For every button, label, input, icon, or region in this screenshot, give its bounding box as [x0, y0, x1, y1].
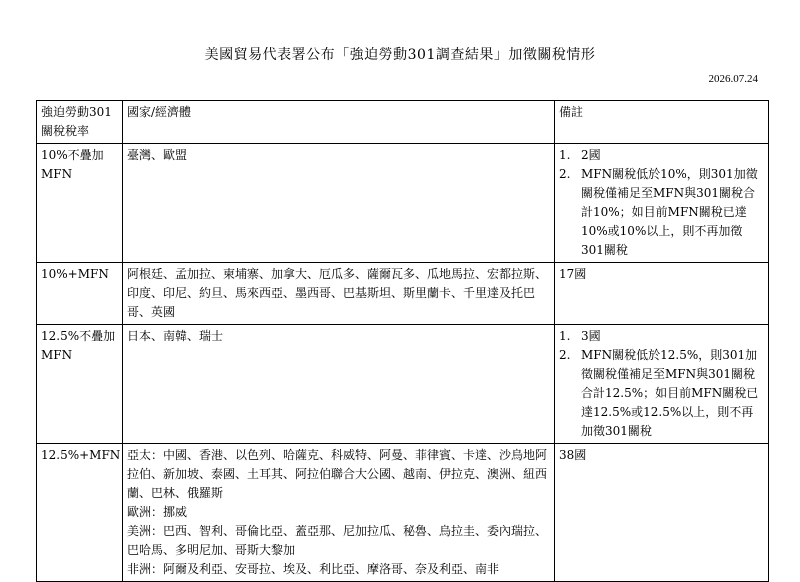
countries-cell [123, 325, 555, 444]
document-title: 美國貿易代表署公布「強迫勞動301調查結果」加徵關稅情形 [204, 47, 596, 63]
list-number: 2. [559, 167, 571, 181]
remarks-list [559, 146, 764, 260]
countries-line: 歐洲：挪威 [127, 505, 188, 519]
countries-line: 臺灣、歐盟 [127, 148, 188, 162]
table-row [37, 444, 769, 582]
header-rate: 強迫勞動301關稅稅率 [37, 101, 123, 144]
list-item [559, 165, 764, 260]
list-number: 1. [559, 329, 571, 343]
list-number: 1. [559, 148, 571, 162]
list-item [559, 327, 764, 346]
remarks-cell [555, 144, 769, 263]
table-row [37, 144, 769, 263]
countries-cell [123, 444, 555, 582]
header-remarks: 備註 [555, 101, 769, 144]
countries-line: 亞太：中國、香港、以色列、哈薩克、科威特、阿曼、菲律賓、卡達、沙烏地阿拉伯、新加坡、泰國、土耳其、阿拉伯聯合大公國、越南、伊拉克、澳洲、紐西蘭、巴林、俄羅斯 [127, 448, 548, 500]
remarks-cell: 17國 [555, 263, 769, 325]
countries-line: 日本、南韓、瑞士 [127, 329, 224, 343]
countries-line: 美洲：巴西、智利、哥倫比亞、蓋亞那、尼加拉瓜、秘魯、烏拉圭、委內瑞拉、巴哈馬、多明尼加、哥斯大黎加 [127, 524, 548, 557]
table-row [37, 325, 769, 444]
header-countries: 國家/經濟體 [123, 101, 555, 144]
list-item [559, 146, 764, 165]
countries-line: 非洲：阿爾及利亞、安哥拉、埃及、利比亞、摩洛哥、奈及利亞、南非 [127, 562, 500, 576]
list-text: 2國 [581, 148, 601, 162]
countries-cell [123, 263, 555, 325]
list-text: MFN關稅低於10%，則301加徵關稅僅補足至MFN與301關稅合計10%；如目前MFN關稅已達10%或10%以上，則不再加徵301關稅 [581, 167, 758, 257]
rate-cell: 10%不疊加MFN [37, 144, 123, 263]
tariff-table [36, 100, 769, 582]
list-number: 2. [559, 348, 571, 362]
table-row [37, 263, 769, 325]
list-text: MFN關稅低於12.5%，則301加徵關稅僅補足至MFN與301關稅合計12.5%；如目前MFN關稅已達12.5%或12.5%以上，則不再加徵301關稅 [581, 348, 759, 438]
rate-cell: 12.5%+MFN [37, 444, 123, 582]
remarks-list [559, 327, 764, 441]
table-header-row [37, 101, 769, 144]
list-item [559, 346, 764, 441]
countries-line: 阿根廷、孟加拉、柬埔寨、加拿大、厄瓜多、薩爾瓦多、瓜地馬拉、宏都拉斯、印度、印尼、約旦、馬來西亞、墨西哥、巴基斯坦、斯里蘭卡、千里達及托巴哥、英國 [127, 267, 548, 319]
remarks-cell [555, 325, 769, 444]
rate-cell: 12.5%不疊加MFN [37, 325, 123, 444]
countries-cell [123, 144, 555, 263]
list-text: 3國 [581, 329, 601, 343]
remarks-cell: 38國 [555, 444, 769, 582]
rate-cell: 10%+MFN [37, 263, 123, 325]
document-date: 2026.07.24 [708, 73, 758, 85]
